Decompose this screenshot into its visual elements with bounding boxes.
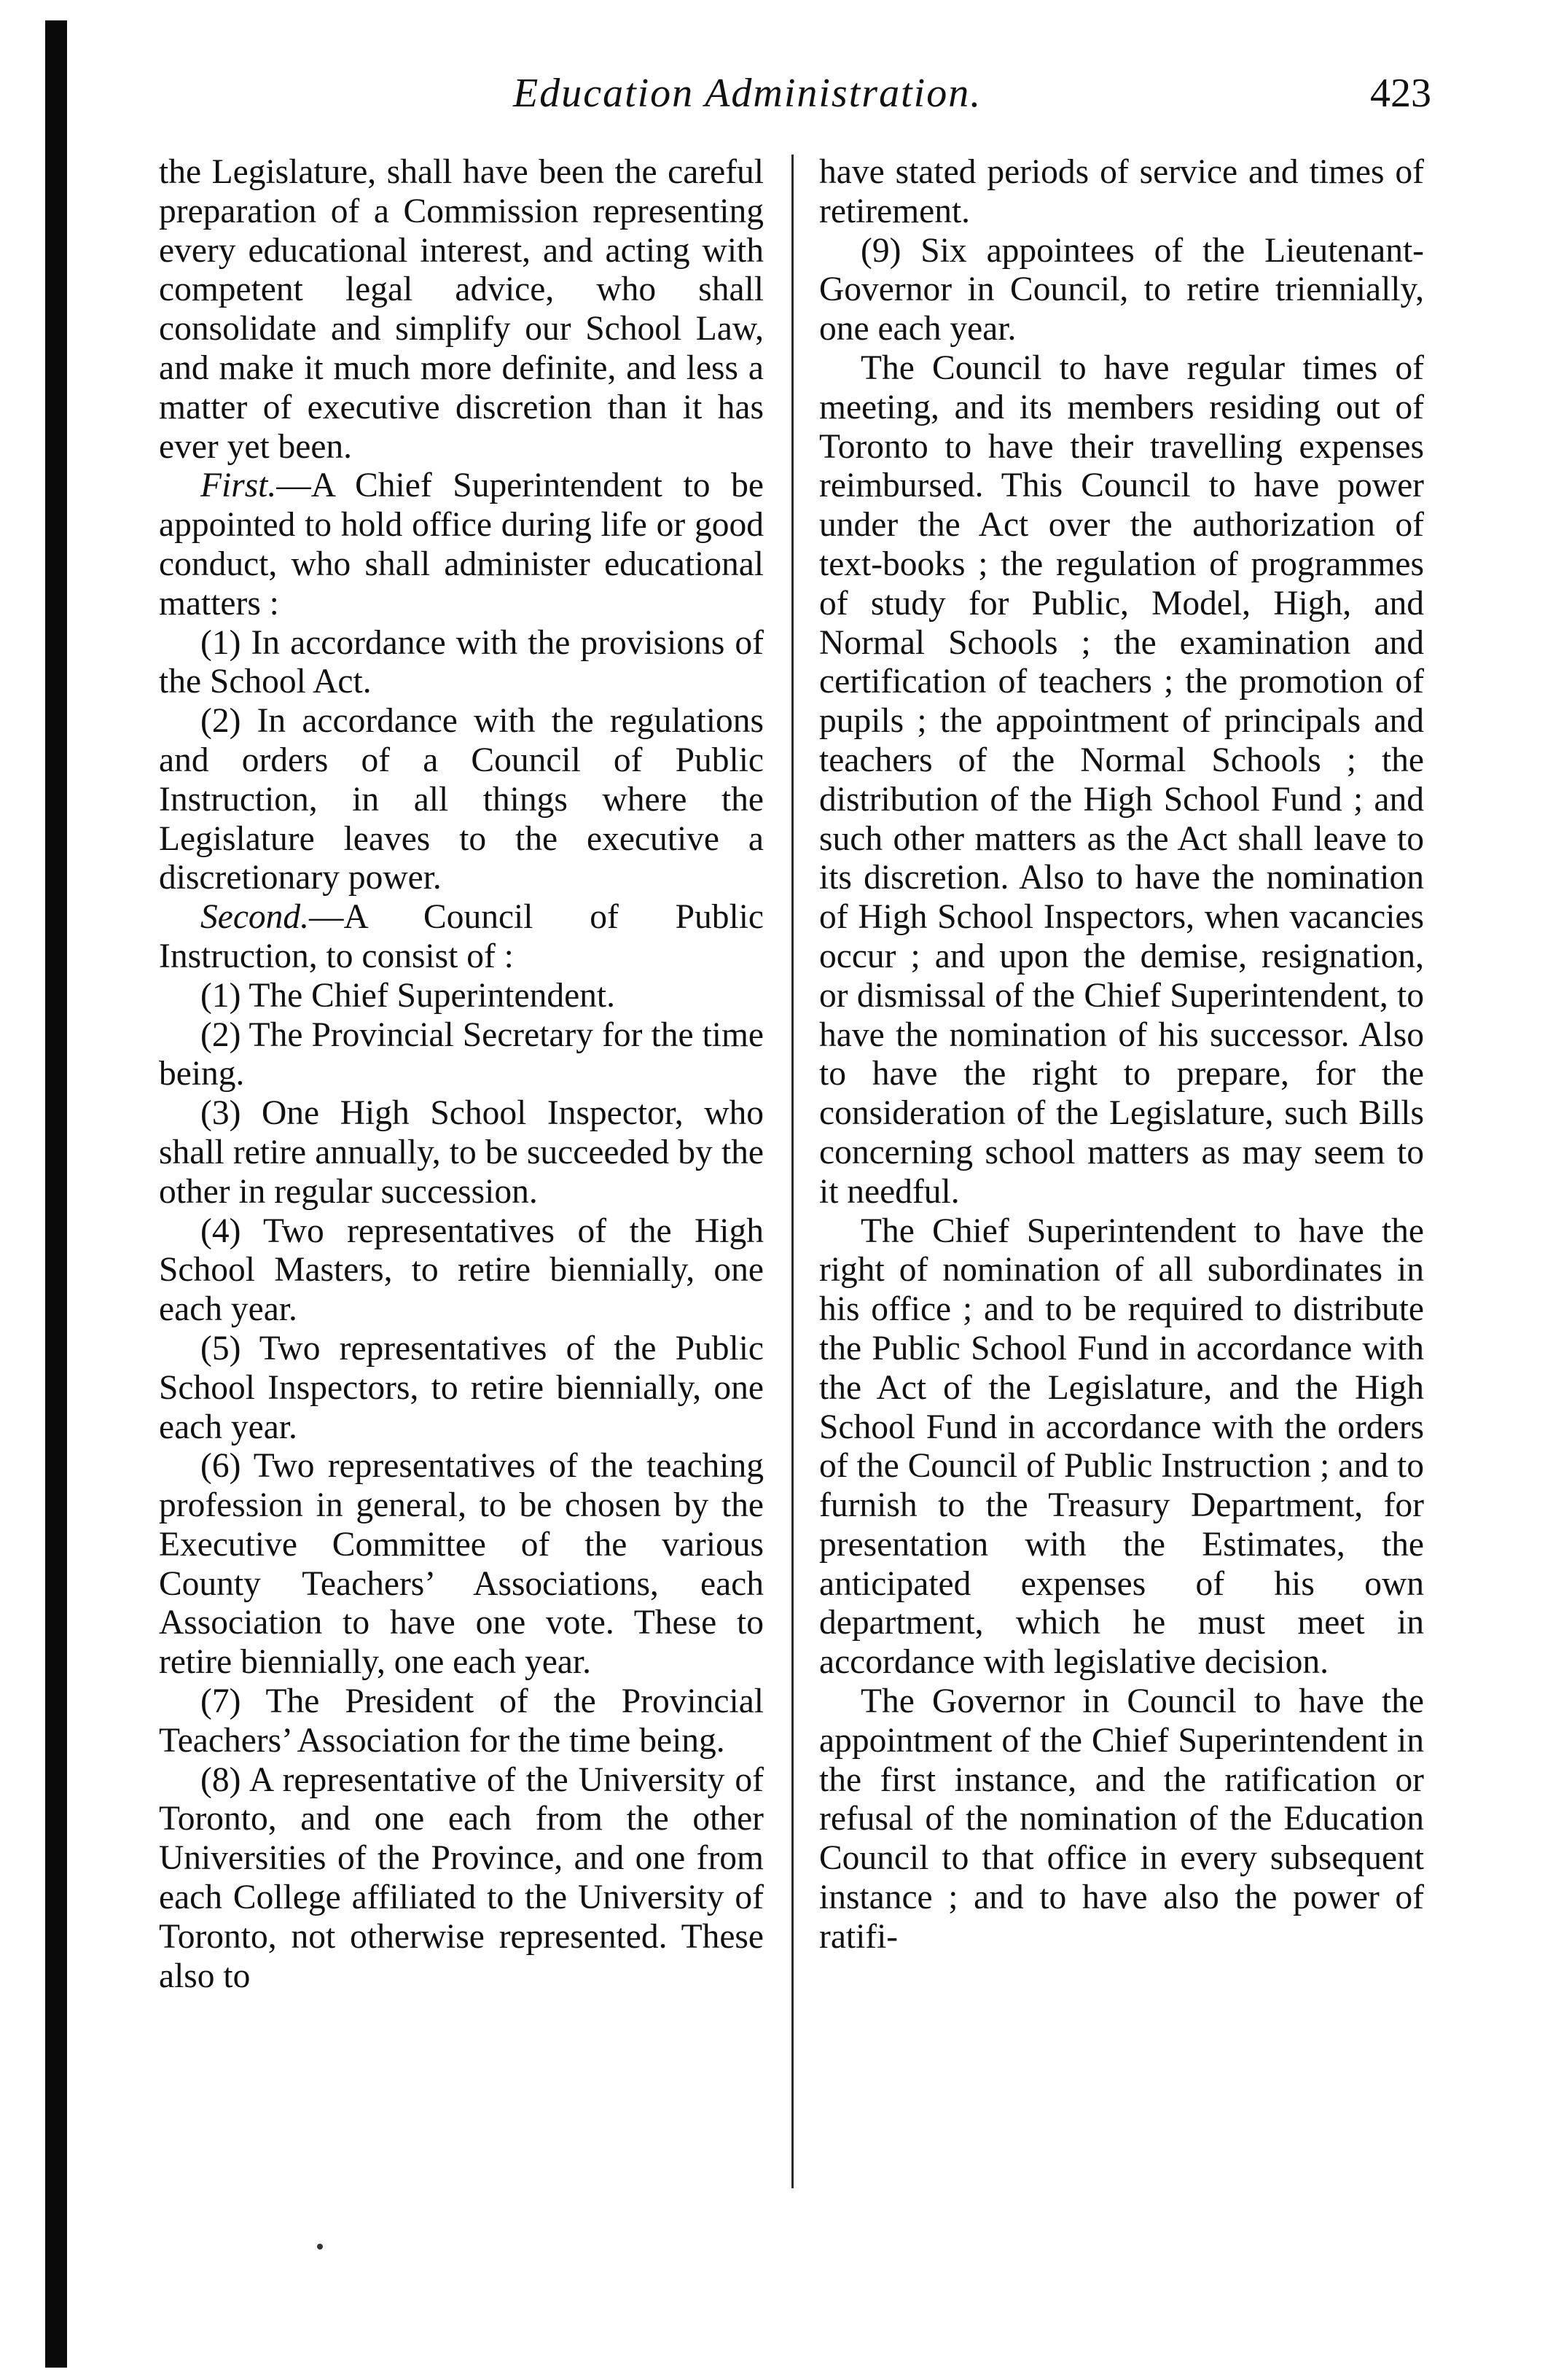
paragraph: the Legislature, shall have been the careful preparation of a Commission representing every educational interest, and acting with competent legal advice, who shall consolidate and simplify our School Law, and make it much more definite, and less a matter of executive discretion than it has ever yet been. bbox=[159, 153, 764, 466]
print-speck bbox=[317, 2244, 323, 2250]
running-title: Education Administration. bbox=[513, 71, 982, 116]
list-item: (8) A representative of the University of Toronto, and one each from the other Universities of the Province, and one from each College affiliated to the University of Toronto, not otherwise represented. These also to bbox=[159, 1760, 764, 1995]
right-column bbox=[819, 153, 1424, 1957]
list-item: (2) In accordance with the regulations and orders of a Council of Public Instruction, in all things where the Legislature leaves to the executive a discretionary power. bbox=[159, 702, 764, 897]
binding-edge bbox=[45, 20, 67, 2368]
list-item: (7) The President of the Provincial Teachers’ Association for the time being. bbox=[159, 1682, 764, 1760]
page-number: 423 bbox=[1370, 71, 1431, 116]
column-rule bbox=[791, 155, 794, 2188]
paragraph: have stated periods of service and times of retirement. bbox=[819, 153, 1424, 230]
paragraph-first: First.—A Chief Superintendent to be appointed to hold office during life or good conduct, who shall administer educational matters : bbox=[159, 467, 764, 623]
list-item: (1) In accordance with the provisions of the School Act. bbox=[159, 623, 764, 701]
list-item: (5) Two representatives of the Public School Inspectors, to retire biennially, one each year. bbox=[159, 1329, 764, 1446]
list-item: (9) Six appointees of the Lieutenant-Governor in Council, to retire triennially, one each year. bbox=[819, 231, 1424, 348]
paragraph: The Chief Superintendent to have the right of nomination of all subordinates in his office ; and to be required to distribute the Public School Fund in accordance with the Act of the Legislature, and the High School Fund in accordance with the orders of the Council of Public Instruction ; and to furnish to the Treasury Department, for presentation with the Estimates, the anticipated expenses of his own department, which he must meet in accordance with legislative decision. bbox=[819, 1212, 1424, 1682]
list-item: (4) Two representatives of the High School Masters, to retire biennially, one each year. bbox=[159, 1212, 764, 1329]
left-column bbox=[159, 153, 764, 1996]
paragraph: The Council to have regular times of meeting, and its members residing out of Toronto to have their travelling expenses reimbursed. This Council to have power under the Act over the authorization of text-books ; the regulation of programmes of study for Public, Model, High, and Normal Schools ; the examination and certification of teachers ; the promotion of pupils ; the appointment of principals and teachers of the Normal Schools ; the distribution of the High School Fund ; and such other matters as the Act shall leave to its discretion. Also to have the nomination of High School Inspectors, when vacancies occur ; and upon the demise, resignation, or dismissal of the Chief Superintendent, to have the nomination of his successor. Also to have the right to prepare, for the consideration of the Legislature, such Bills concerning school matters as may seem to it needful. bbox=[819, 348, 1424, 1211]
list-item: (2) The Provincial Secretary for the time being. bbox=[159, 1015, 764, 1093]
section-lead: First. bbox=[200, 467, 277, 505]
list-item: (6) Two representatives of the teaching profession in general, to be chosen by the Executive Committee of the various County Teachers’ Associations, each Association to have one vote. These to retire biennially, one each year. bbox=[159, 1447, 764, 1682]
section-lead: Second. bbox=[200, 898, 310, 937]
paragraph-second: Second.—A Council of Public Instruction, to consist of : bbox=[159, 898, 764, 975]
paragraph: The Governor in Council to have the appointment of the Chief Superintendent in the first instance, and the ratification or refusal of the nomination of the Education Council to that office in every subsequent instance ; and to have also the power of ratifi- bbox=[819, 1682, 1424, 1956]
list-item: (1) The Chief Superintendent. bbox=[200, 976, 615, 1015]
list-item: (3) One High School Inspector, who shall retire annually, to be succeeded by the other in regular succession. bbox=[159, 1094, 764, 1211]
running-head bbox=[156, 70, 1431, 128]
